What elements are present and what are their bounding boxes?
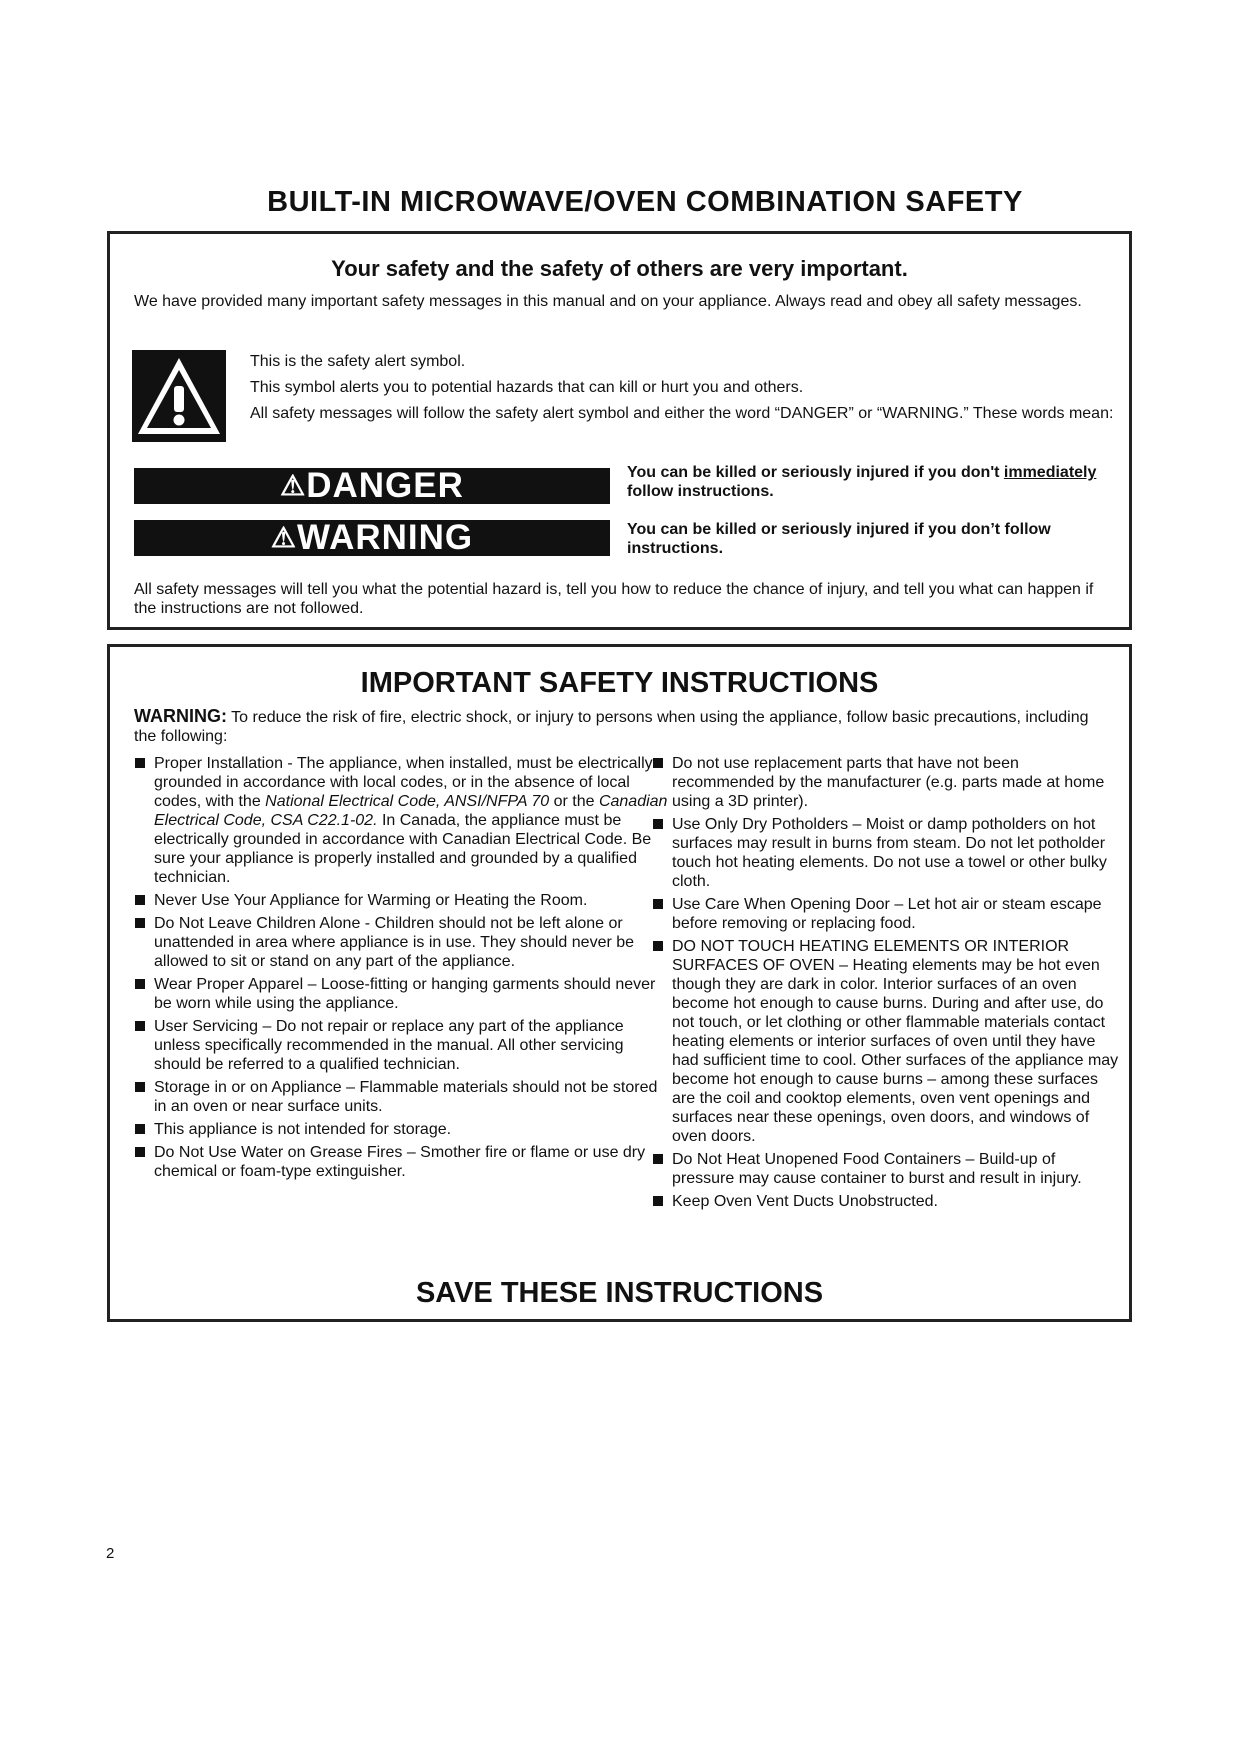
list-item: DO NOT TOUCH HEATING ELEMENTS OR INTERIOR SURFACES OF OVEN – Heating elements may be hot even though they are dark in color. Interior surfaces of an oven become hot enough to cause burns. During and after use, do not touch, or let clothing or other flammable materials contact heating elements or interior surfaces of oven until they have had sufficient time to cool. Other surfaces of the appliance may become hot enough to cause burns – among these surfaces are the coil and cooktop elements, oven vent openings and surfaces near these openings, oven doors, and windows of oven doors. bbox=[652, 937, 1122, 1146]
danger-signal-label: ⚠DANGER bbox=[134, 468, 610, 504]
save-instructions-heading: SAVE THESE INSTRUCTIONS bbox=[415, 1277, 824, 1309]
instructions-box bbox=[107, 644, 1132, 1322]
list-item: Do Not Heat Unopened Food Containers – Build-up of pressure may cause container to burst and result in injury. bbox=[652, 1150, 1122, 1188]
page-number: 2 bbox=[106, 1545, 115, 1562]
warning-triangle-icon: ⚠ bbox=[270, 522, 297, 553]
danger-triangle-icon: ⚠ bbox=[280, 470, 307, 501]
warning-description: You can be killed or seriously injured if you don’t follow instructions. bbox=[627, 521, 1051, 557]
alert-line-1: This is the safety alert symbol. bbox=[250, 353, 466, 370]
instructions-heading: IMPORTANT SAFETY INSTRUCTIONS bbox=[360, 667, 879, 699]
list-item: Wear Proper Apparel – Loose-fitting or hanging garments should never be worn while using the appliance. bbox=[134, 975, 670, 1013]
list-item: Storage in or on Appliance – Flammable materials should not be stored in an oven or near surface units. bbox=[134, 1078, 670, 1116]
list-item: User Servicing – Do not repair or replace any part of the appliance unless specifically recommended in the manual. All other servicing should be referred to a qualified technician. bbox=[134, 1017, 670, 1074]
instructions-warning: WARNING: To reduce the risk of fire, electric shock, or injury to persons when using the appliance, follow basic precautions, including the following: bbox=[134, 706, 1089, 745]
page-title: BUILT-IN MICROWAVE/OVEN COMBINATION SAFETY bbox=[267, 186, 1023, 218]
intro-heading: Your safety and the safety of others are very important. bbox=[331, 256, 908, 281]
safety-intro-box bbox=[107, 231, 1132, 630]
list-item: Proper Installation - The appliance, when installed, must be electrically grounded in accordance with local codes, or in the absence of local codes, with the National Electrical Code, ANSI/NFPA 70 or the Canadian Electrical Code, CSA C22.1-02. In Canada, the appliance must be electrically grounded in accordance with Canadian Electrical Code. Be sure your appliance is properly installed and grounded by a qualified technician. bbox=[134, 754, 670, 887]
intro-paragraph: We have provided many important safety messages in this manual and on your appliance. Always read and obey all safety messages. bbox=[134, 293, 1082, 310]
safety-alert-icon bbox=[132, 350, 226, 442]
danger-description: You can be killed or seriously injured if you don't immediately follow instructions. bbox=[627, 464, 1097, 500]
intro-footer: All safety messages will tell you what the potential hazard is, tell you how to reduce the chance of injury, and tell you what can happen if the instructions are not followed. bbox=[134, 581, 1094, 617]
list-item: Use Only Dry Potholders – Moist or damp potholders on hot surfaces may result in burns from steam. Do not let potholder touch hot heating elements. Do not use a towel or other bulky cloth. bbox=[652, 815, 1122, 891]
list-item: Keep Oven Vent Ducts Unobstructed. bbox=[652, 1192, 1122, 1211]
list-item: Do not use replacement parts that have not been recommended by the manufacturer (e.g. parts made at home using a 3D printer). bbox=[652, 754, 1122, 811]
alert-line-2: This symbol alerts you to potential hazards that can kill or hurt you and others. bbox=[250, 379, 804, 396]
warning-signal-label: ⚠WARNING bbox=[134, 520, 610, 556]
left-column bbox=[134, 754, 670, 1185]
list-item: This appliance is not intended for storage. bbox=[134, 1120, 670, 1139]
alert-line-3: All safety messages will follow the safety alert symbol and either the word “DANGER” or “WARNING.” These words mean: bbox=[250, 405, 1114, 422]
list-item: Use Care When Opening Door – Let hot air or steam escape before removing or replacing food. bbox=[652, 895, 1122, 933]
list-item: Do Not Leave Children Alone - Children should not be left alone or unattended in area where appliance is in use. They should never be allowed to sit or stand on any part of the appliance. bbox=[134, 914, 670, 971]
list-item: Do Not Use Water on Grease Fires – Smother fire or flame or use dry chemical or foam-type extinguisher. bbox=[134, 1143, 670, 1181]
list-item: Never Use Your Appliance for Warming or Heating the Room. bbox=[134, 891, 670, 910]
right-column bbox=[652, 754, 1122, 1215]
